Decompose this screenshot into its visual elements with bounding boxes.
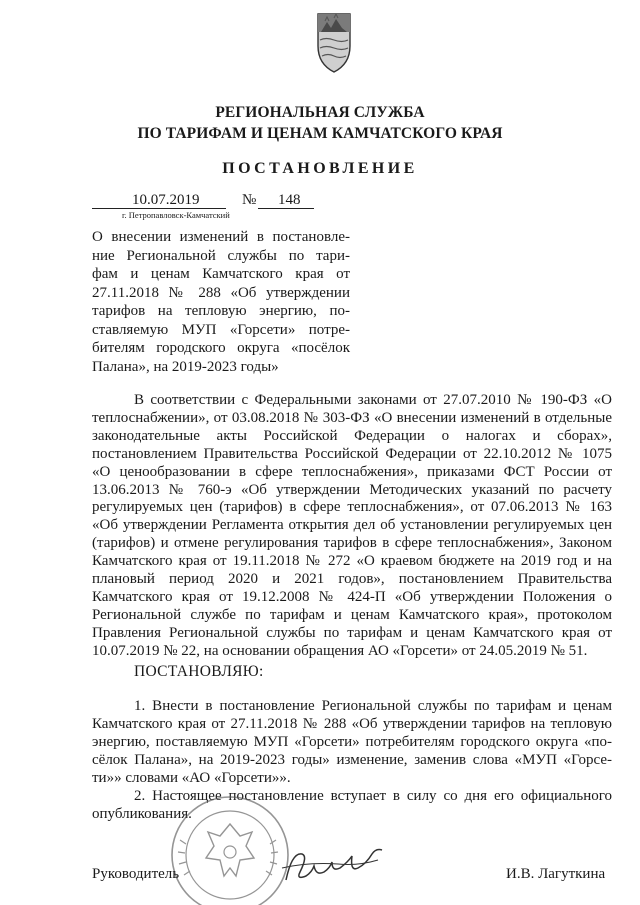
preamble-line: «О ценообразовании в сфере теплоснабжения», приказами ФСТ России от bbox=[92, 463, 612, 480]
item-line: сёлок Палана», на 2019-2023 годы» изменение, заменив слова «МУП «Горсе- bbox=[92, 751, 612, 768]
preamble-line: «Об утверждении Регламента открытия дел об установлении регулируемых цен bbox=[92, 517, 612, 534]
subject-line: 27.11.2018 № 288 «Об утверждении bbox=[92, 284, 350, 301]
preamble-line: регулируемых цен (тарифов) в сфере теплоснабжения», от 07.06.2013 № 163 bbox=[92, 499, 612, 516]
subject-line: тарифов на тепловую энергию, по- bbox=[92, 303, 350, 319]
signatory-position: Руководитель bbox=[92, 866, 180, 882]
item-line: 2. Настоящее постановление вступает в силу со дня его официального bbox=[134, 788, 612, 804]
org-line-1: РЕГИОНАЛЬНАЯ СЛУЖБА bbox=[215, 104, 425, 121]
item-line: ти»» словами «АО «Горсети»». bbox=[92, 769, 291, 786]
document-number: 148 bbox=[278, 192, 301, 208]
document-date: 10.07.2019 bbox=[132, 192, 200, 208]
preamble-line: Правления Региональной службы по тарифам и ценам Камчатского края от bbox=[92, 624, 612, 641]
item-line: 1. Внести в постановление Региональной службы по тарифам и ценам bbox=[134, 698, 612, 714]
subject-line: бителям городского округа «посёлок bbox=[92, 340, 350, 356]
subject-line: ставляемую МУП «Горсети» потре- bbox=[92, 321, 350, 338]
preamble-line: 10.07.2019 № 22, на основании обращения АО «Горсети» от 24.05.2019 № 51. bbox=[92, 642, 588, 659]
subject-line: фам и ценам Камчатского края от bbox=[92, 266, 350, 282]
preamble-line: законодательные акты Российской Федерации о налогах и сборах», bbox=[92, 427, 612, 444]
handwritten-signature bbox=[278, 842, 390, 886]
preamble-line: Камчатского края от 19.12.2008 № 424-П «Об утверждении Положения о bbox=[92, 588, 612, 605]
date-underline bbox=[92, 208, 226, 209]
org-line-2: ПО ТАРИФАМ И ЦЕНАМ КАМЧАТСКОГО КРАЯ bbox=[137, 125, 503, 142]
document-city: г. Петропавловск-Камчатский bbox=[122, 210, 230, 220]
decree-item-1 bbox=[92, 698, 612, 788]
preamble-line: плановый период 2020 и 2021 годов», постановлением Правительства bbox=[92, 571, 612, 588]
document-subject bbox=[92, 228, 350, 376]
signatory-name: И.В. Лагуткина bbox=[506, 866, 606, 882]
preamble-line: 13.06.2013 № 760-э «Об утверждении Методических указаний по расчету bbox=[92, 481, 612, 498]
number-sign: № bbox=[242, 192, 257, 208]
item-line: опубликования. bbox=[92, 805, 192, 822]
preamble-line: В соответствии с Федеральными законами от 27.07.2010 № 190-ФЗ «О bbox=[134, 392, 612, 408]
preamble-line: постановлением Правительства Российской Федерации от 22.10.2012 № 1075 bbox=[92, 445, 612, 462]
decree-word: ПОСТАНОВЛЯЮ: bbox=[134, 663, 264, 680]
subject-line: Палана», на 2019-2023 годы» bbox=[92, 358, 279, 375]
preamble-line: Камчатского края от 19.11.2018 № 272 «О краевом бюджете на 2019 год и на bbox=[92, 553, 612, 570]
preamble-line: теплоснабжении», от 03.08.2018 № 303-ФЗ «О внесении изменений в отдельные bbox=[92, 409, 612, 426]
preamble-paragraph bbox=[92, 392, 612, 661]
subject-line: О внесении изменений в постановле- bbox=[92, 229, 350, 245]
number-underline bbox=[258, 208, 314, 209]
item-line: энергию, поставляемую МУП «Горсети» потребителям городского округа «по- bbox=[92, 733, 612, 750]
organization-name bbox=[0, 102, 640, 144]
subject-line: ние Региональной службы по тари- bbox=[92, 247, 350, 264]
preamble-line: (тарифов) и отмене регулирования тарифов в сфере теплоснабжения», Законом bbox=[92, 535, 612, 552]
document-type-title: ПОСТАНОВЛЕНИЕ bbox=[222, 160, 418, 177]
item-line: Камчатского края от 27.11.2018 № 288 «Об утверждении тарифов на тепловую bbox=[92, 715, 612, 732]
coat-of-arms-icon bbox=[316, 10, 352, 74]
preamble-line: Региональной службе по тарифам и ценам Камчатского края», протоколом bbox=[92, 606, 612, 623]
